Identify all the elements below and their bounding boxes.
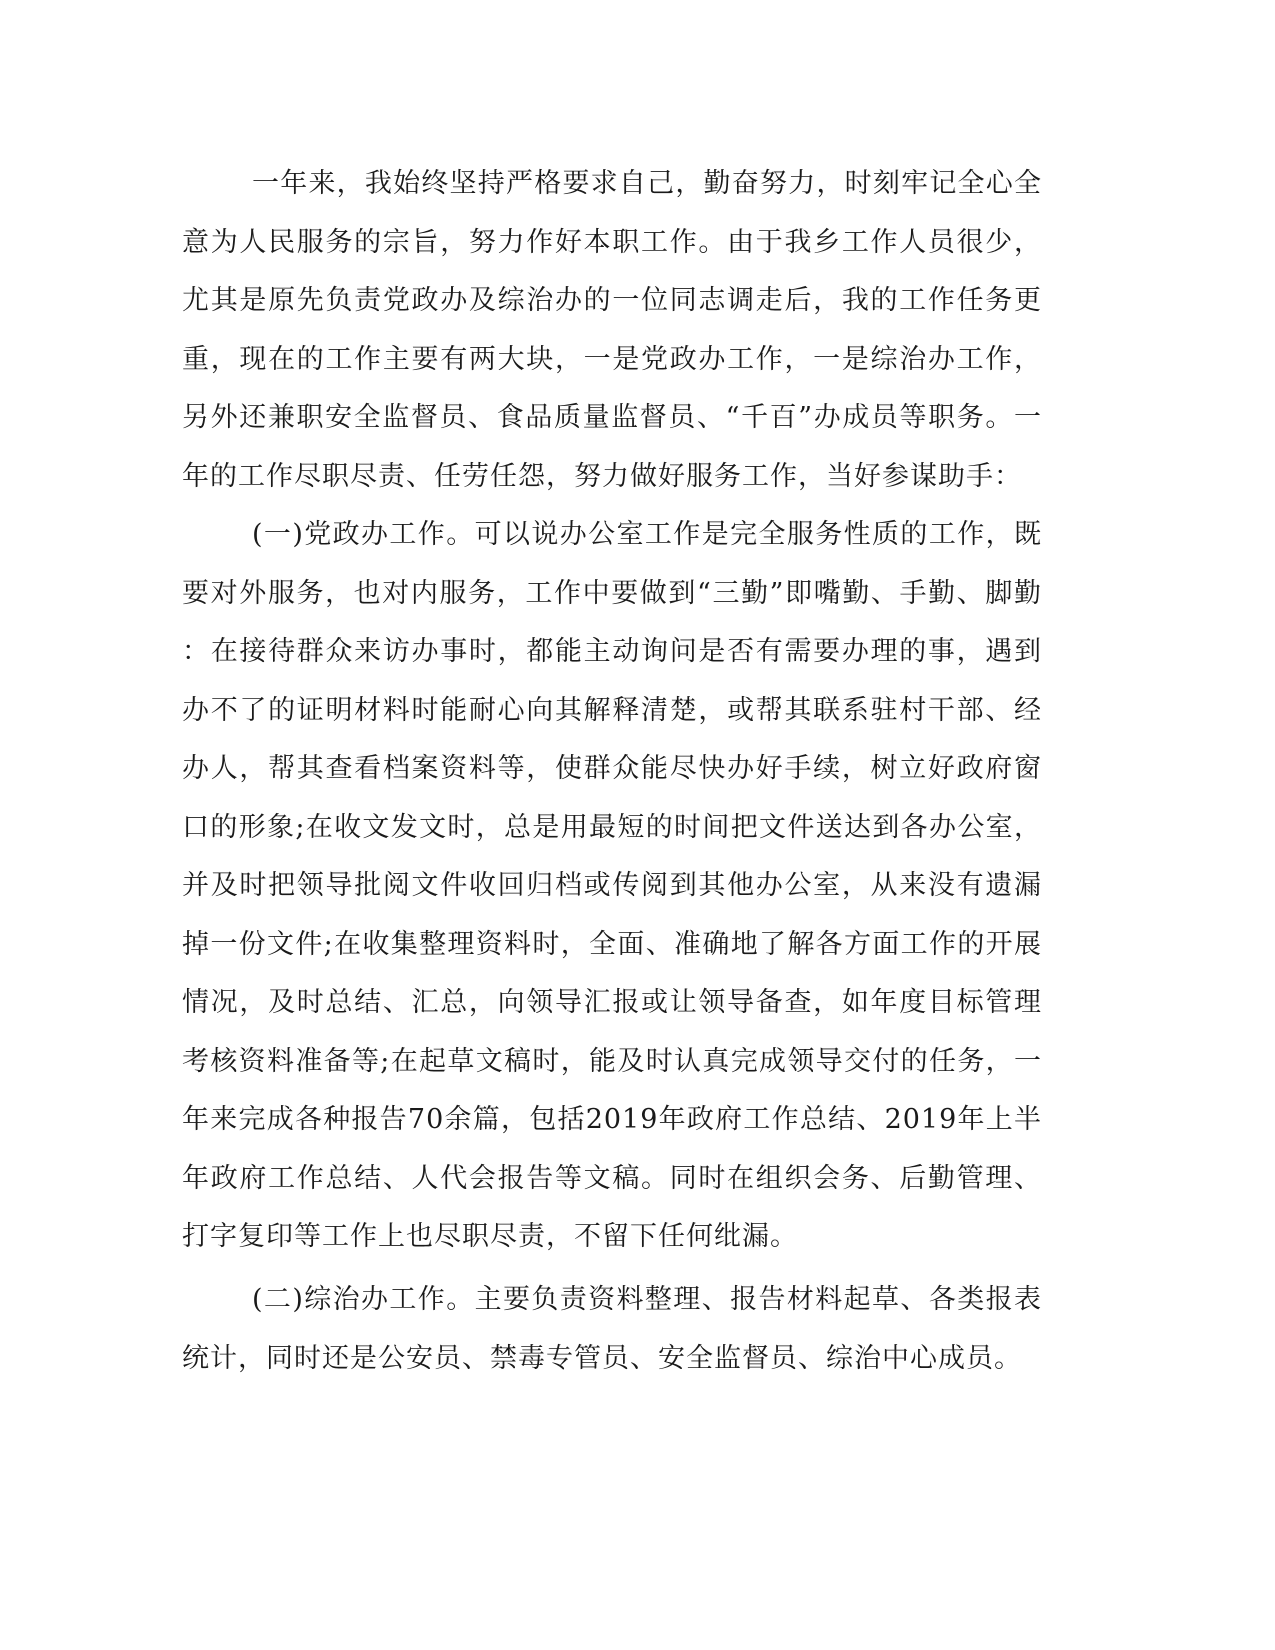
paragraph-party-office bbox=[182, 506, 1042, 1267]
text-line: 年来完成各种报告70余篇，包括2019年政府工作总结、2019年上半 bbox=[182, 1104, 1042, 1135]
text-line: 重，现在的工作主要有两大块，一是党政办工作，一是综治办工作， bbox=[182, 343, 1042, 375]
text-line: 打字复印等工作上也尽职尽责，不留下任何纰漏。 bbox=[182, 1221, 798, 1252]
text-line: 考核资料准备等;在起草文稿时，能及时认真完成领导交付的任务，一 bbox=[182, 1045, 1042, 1077]
text-line: 情况，及时总结、汇总，向领导汇报或让领导备查，如年度目标管理 bbox=[182, 987, 1042, 1018]
text-line: (二)综治办工作。主要负责资料整理、报告材料起草、各类报表 bbox=[252, 1284, 1042, 1315]
text-line: 年政府工作总结、人代会报告等文稿。同时在组织会务、后勤管理、 bbox=[182, 1162, 1042, 1194]
text-line: 意为人民服务的宗旨，努力作好本职工作。由于我乡工作人员很少， bbox=[182, 226, 1042, 258]
text-line: 要对外服务，也对内服务，工作中要做到“三勤”即嘴勤、手勤、脚勤 bbox=[182, 577, 1042, 609]
text-line: 口的形象;在收文发文时，总是用最短的时间把文件送达到各办公室， bbox=[182, 811, 1042, 843]
text-line: 年的工作尽职尽责、任劳任怨，努力做好服务工作，当好参谋助手： bbox=[182, 460, 1022, 492]
text-line: 一年来，我始终坚持严格要求自己，勤奋努力，时刻牢记全心全 bbox=[252, 168, 1042, 199]
text-line: 办人，帮其查看档案资料等，使群众能尽快办好手续，树立好政府窗 bbox=[182, 753, 1042, 784]
text-line: 另外还兼职安全监督员、食品质量监督员、“千百”办成员等职务。一 bbox=[182, 402, 1042, 433]
text-line: (一)党政办工作。可以说办公室工作是完全服务性质的工作，既 bbox=[252, 519, 1042, 550]
paragraph-comprehensive-office bbox=[182, 1271, 1042, 1388]
text-line: 并及时把领导批阅文件收回归档或传阅到其他办公室，从来没有遗漏 bbox=[182, 870, 1042, 901]
text-line: 掉一份文件;在收集整理资料时，全面、准确地了解各方面工作的开展 bbox=[182, 928, 1042, 960]
paragraph-intro bbox=[182, 155, 1042, 506]
text-line: ：在接待群众来访办事时，都能主动询问是否有需要办理的事，遇到 bbox=[182, 636, 1042, 667]
text-line: 尤其是原先负责党政办及综治办的一位同志调走后，我的工作任务更 bbox=[182, 285, 1042, 316]
text-line: 统计，同时还是公安员、禁毒专管员、安全监督员、综治中心成员。 bbox=[182, 1342, 1022, 1374]
text-line: 办不了的证明材料时能耐心向其解释清楚，或帮其联系驻村干部、经 bbox=[182, 694, 1042, 726]
